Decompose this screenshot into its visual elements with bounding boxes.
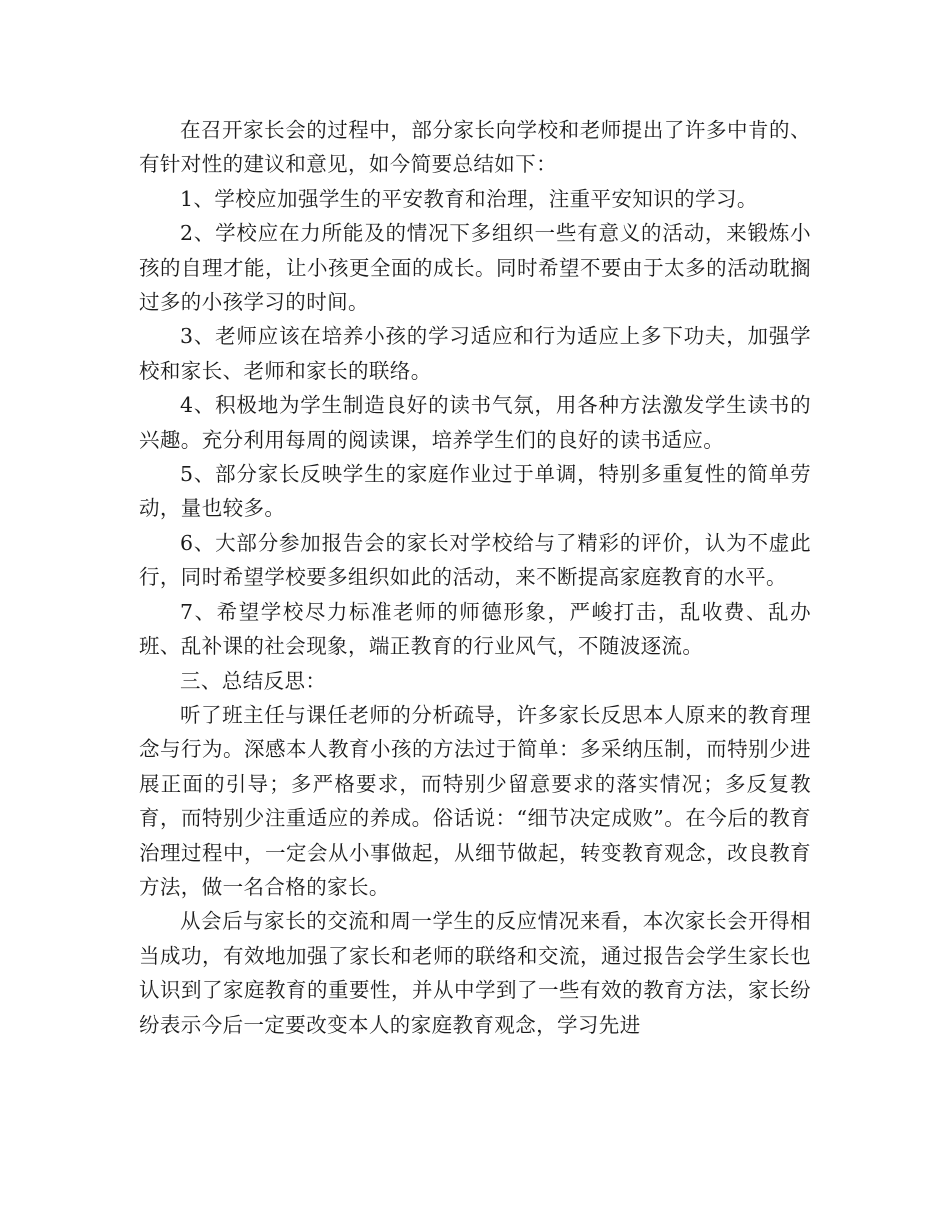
paragraph-conclusion: 从会后与家长的交流和周一学生的反应情况来看，本次家长会开得相当成功，有效地加强了家长和老师的联络和交流，通过报告会学生家长也认识到了家庭教育的重要性，并从中学到了一些有效的教育方法，家长纷纷表示今后一定要改变本人的家庭教育观念，学习先进 xyxy=(139,909,811,1037)
paragraph-item-6: 6、大部分参加报告会的家长对学校给与了精彩的评价，认为不虚此行，同时希望学校要多组织如此的活动，来不断提高家庭教育的水平。 xyxy=(139,530,811,590)
paragraph-item-5: 5、部分家长反映学生的家庭作业过于单调，特别多重复性的简单劳动，量也较多。 xyxy=(139,462,811,521)
document-body xyxy=(139,113,811,1042)
section-heading-reflection: 三、总结反思： xyxy=(180,668,327,693)
paragraph-reflection: 听了班主任与课任老师的分析疏导，许多家长反思本人原来的教育理念与行为。深感本人教育小孩的方法过于简单：多采纳压制，而特别少进展正面的引导；多严格要求，而特别少留意要求的落实情况；多反复教育，而特别少注重适应的养成。俗话说：“细节决定成败”。在今后的教育治理过程中，一定会从小事做起，从细节做起，转变教育观念，改良教育方法，做一名合格的家长。 xyxy=(139,702,811,899)
paragraph-intro: 在召开家长会的过程中，部分家长向学校和老师提出了许多中肯的、有针对性的建议和意见，如今简要总结如下： xyxy=(139,118,811,177)
paragraph-item-4: 4、积极地为学生制造良好的读书气氛，用各种方法激发学生读书的兴趣。充分利用每周的阅读课，培养学生们的良好的读书适应。 xyxy=(139,393,811,452)
paragraph-item-2: 2、学校应在力所能及的情况下多组织一些有意义的活动，来锻炼小孩的自理才能，让小孩更全面的成长。同时希望不要由于太多的活动耽搁过多的小孩学习的时间。 xyxy=(139,221,811,315)
paragraph-item-7: 7、希望学校尽力标准老师的师德形象，严峻打击，乱收费、乱办班、乱补课的社会现象，端正教育的行业风气，不随波逐流。 xyxy=(139,599,811,659)
paragraph-item-1: 1、学校应加强学生的平安教育和治理，注重平安知识的学习。 xyxy=(180,186,758,211)
paragraph-item-3: 3、老师应该在培养小孩的学习适应和行为适应上多下功夫，加强学校和家长、老师和家长的联络。 xyxy=(139,324,811,383)
